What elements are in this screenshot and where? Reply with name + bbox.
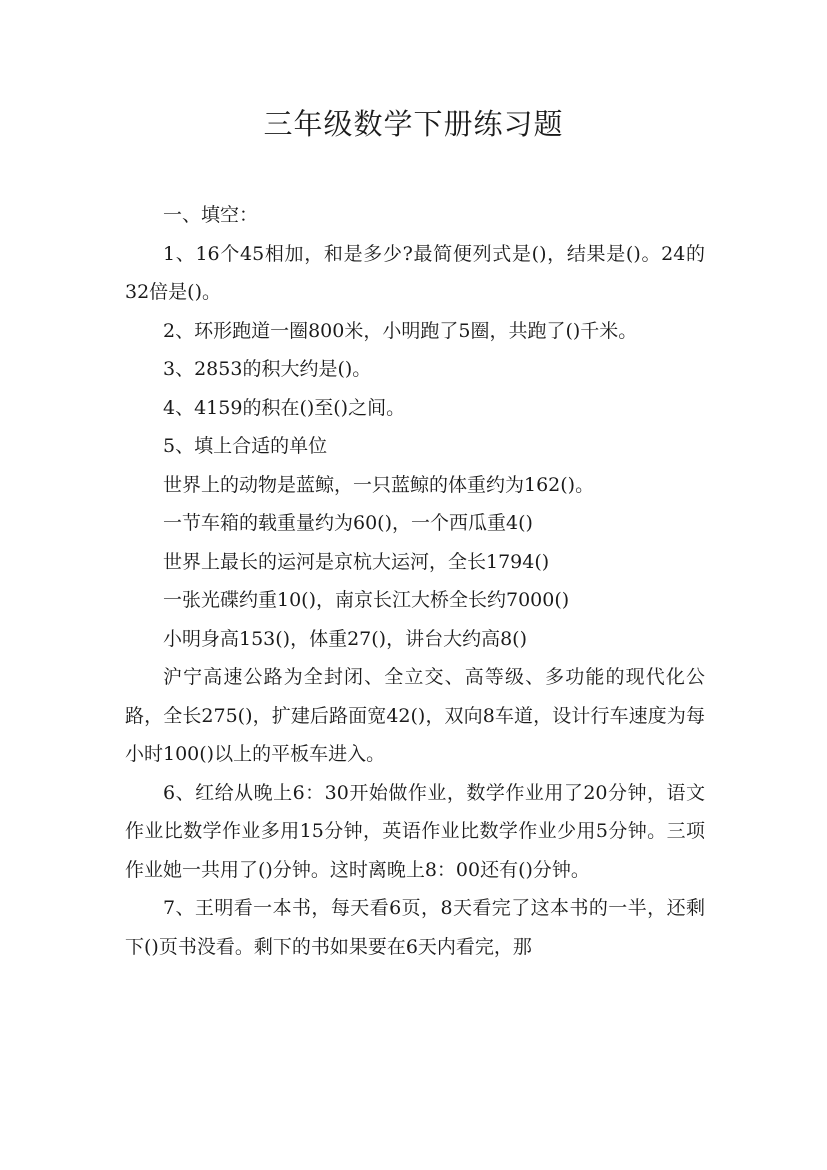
- question-5-item-highway: 沪宁高速公路为全封闭、全立交、高等级、多功能的现代化公路，全长275()，扩建后路面宽42()，双向8车道，设计行车速度为每小时100()以上的平板车进入。: [125, 666, 705, 765]
- question-5-item-grand-canal: 世界上最长的运河是京杭大运河，全长1794(): [163, 550, 550, 573]
- document-title: 三年级数学下册练习题: [263, 107, 564, 141]
- question-1: 1、16个45相加，和是多少?最简便列式是()，结果是()。24的32倍是()。: [125, 242, 705, 303]
- question-5-item-disc-bridge: 一张光碟约重10()，南京长江大桥全长约7000(): [163, 589, 570, 611]
- question-5-item-xiaoming: 小明身高153()，体重27()，讲台大约高8(): [163, 627, 528, 650]
- question-5: 5、填上合适的单位: [163, 435, 328, 457]
- question-6: 6、红给从晚上6：30开始做作业，数学作业用了20分钟，语文作业比数学作业多用15分钟，英语作业比数学作业少用5分钟。三项作业她一共用了()分钟。这时离晚上8：00还有()分钟。: [125, 781, 705, 881]
- question-3: 3、2853的积大约是()。: [163, 358, 372, 380]
- question-2: 2、环形跑道一圈800米，小明跑了5圈，共跑了()千米。: [163, 319, 638, 342]
- document-body: [125, 196, 705, 966]
- section-heading-fill-blank: 一、填空：: [163, 204, 259, 226]
- question-5-item-blue-whale: 世界上的动物是蓝鲸，一只蓝鲸的体重约为162()。: [163, 473, 595, 496]
- question-4: 4、4159的积在()至()之间。: [163, 396, 406, 419]
- question-5-item-train-car: 一节车箱的载重量约为60()，一个西瓜重4(): [163, 512, 533, 534]
- question-7: 7、王明看一本书，每天看6页，8天看完了这本书的一半，还剩下()页书没看。剩下的书如果要在6天内看完，那: [125, 897, 705, 958]
